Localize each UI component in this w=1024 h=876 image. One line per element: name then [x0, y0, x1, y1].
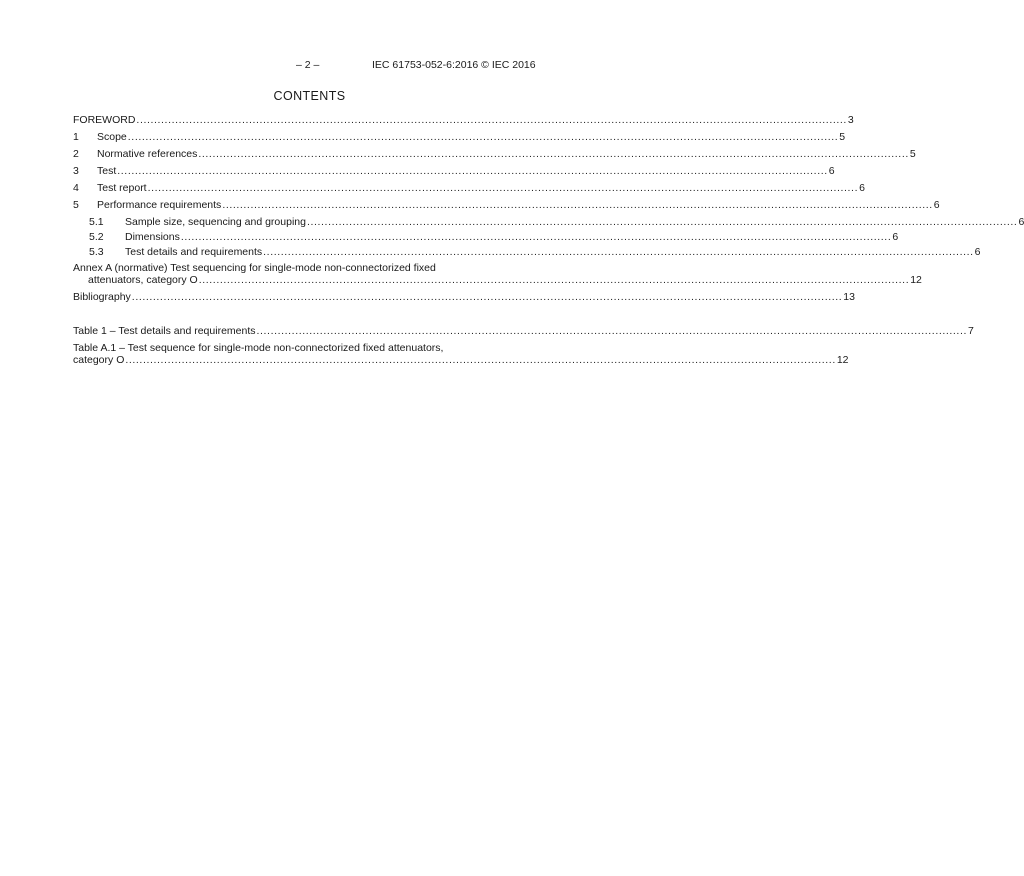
section-number: 5.3	[89, 246, 104, 258]
toc-entry-normative-references[interactable]	[73, 148, 916, 161]
toc-entry-label: Sample size, sequencing and grouping	[125, 216, 306, 228]
toc-entry-test[interactable]	[73, 165, 835, 178]
toc-entry-bibliography[interactable]	[73, 291, 855, 304]
toc-entry-label: Performance requirements	[97, 199, 222, 211]
toc-page-number: 6	[828, 165, 835, 177]
toc-page-number: 5	[839, 131, 846, 143]
section-number: 4	[73, 182, 79, 194]
toc-page-number: 6	[974, 246, 981, 258]
toc-page-number: 6	[892, 231, 899, 243]
section-number: 1	[73, 131, 79, 143]
toc-page-number: 13	[843, 291, 855, 303]
toc-entry-label: Table 1 – Test details and requirements	[73, 325, 256, 337]
toc-entry-dimensions[interactable]	[73, 231, 899, 244]
section-number: 5	[73, 199, 79, 211]
section-number: 5.2	[89, 231, 104, 243]
toc-page-number: 12	[910, 274, 922, 286]
toc-entry-performance-requirements[interactable]	[73, 199, 940, 212]
leader-dots: ..........................................................................................................................................................................................................	[306, 216, 1018, 228]
toc-entry-label: category O	[73, 354, 125, 366]
toc-page-number: 6	[933, 199, 940, 211]
toc-entry-label: Bibliography	[73, 291, 131, 303]
toc-entry-label: Scope	[97, 131, 127, 143]
leader-dots: ..........................................................................................................................................................................................................	[147, 182, 859, 194]
leader-dots: ..........................................................................................................................................................................................................	[136, 114, 847, 126]
section-number: 2	[73, 148, 79, 160]
section-number: 5.1	[89, 216, 104, 228]
leader-dots: ..........................................................................................................................................................................................................	[180, 231, 892, 243]
toc-entry-scope[interactable]	[73, 131, 846, 144]
toc-entry-label: Test	[97, 165, 117, 177]
table-a1-title-line[interactable]: Table A.1 – Test sequence for single-mode non-connectorized fixed attenuators,	[73, 342, 444, 354]
leader-dots: ..........................................................................................................................................................................................................	[117, 165, 828, 177]
toc-entry-label: Test report	[97, 182, 147, 194]
page-number-header: – 2 –	[296, 59, 320, 71]
leader-dots: ..........................................................................................................................................................................................................	[263, 246, 974, 258]
leader-dots: ..........................................................................................................................................................................................................	[198, 148, 909, 160]
annex-title-line[interactable]: Annex A (normative) Test sequencing for single-mode non-connectorized fixed	[73, 262, 436, 274]
section-number: 3	[73, 165, 79, 177]
toc-page-number: 7	[967, 325, 974, 337]
toc-entry-foreword[interactable]	[73, 114, 854, 127]
toc-entry-test-details[interactable]	[73, 246, 981, 259]
toc-entry-annex-a[interactable]	[73, 274, 922, 287]
document-reference: IEC 61753-052-6:2016 © IEC 2016	[372, 59, 536, 71]
toc-entry-test-report[interactable]	[73, 182, 865, 195]
toc-entry-table-a1[interactable]	[73, 354, 849, 367]
toc-entry-sample-size[interactable]	[73, 216, 1024, 229]
toc-entry-table-1[interactable]	[73, 325, 974, 338]
leader-dots: ..........................................................................................................................................................................................................	[222, 199, 933, 211]
toc-entry-label: Normative references	[97, 148, 198, 160]
toc-page-number: 6	[1018, 216, 1024, 228]
leader-dots: ..........................................................................................................................................................................................................	[256, 325, 967, 337]
toc-page-number: 3	[847, 114, 854, 126]
leader-dots: ..........................................................................................................................................................................................................	[125, 354, 836, 366]
toc-entry-label: attenuators, category O	[88, 274, 198, 286]
toc-page-number: 5	[909, 148, 916, 160]
toc-entry-label: Test details and requirements	[125, 246, 263, 258]
toc-page-number: 6	[859, 182, 865, 194]
page-title: CONTENTS	[273, 89, 346, 103]
leader-dots: ..........................................................................................................................................................................................................	[131, 291, 843, 303]
leader-dots: ..........................................................................................................................................................................................................	[127, 131, 839, 143]
leader-dots: ..........................................................................................................................................................................................................	[198, 274, 910, 286]
toc-entry-label: Dimensions	[125, 231, 180, 243]
toc-page-number: 12	[836, 354, 849, 366]
toc-entry-label: FOREWORD	[73, 114, 136, 126]
